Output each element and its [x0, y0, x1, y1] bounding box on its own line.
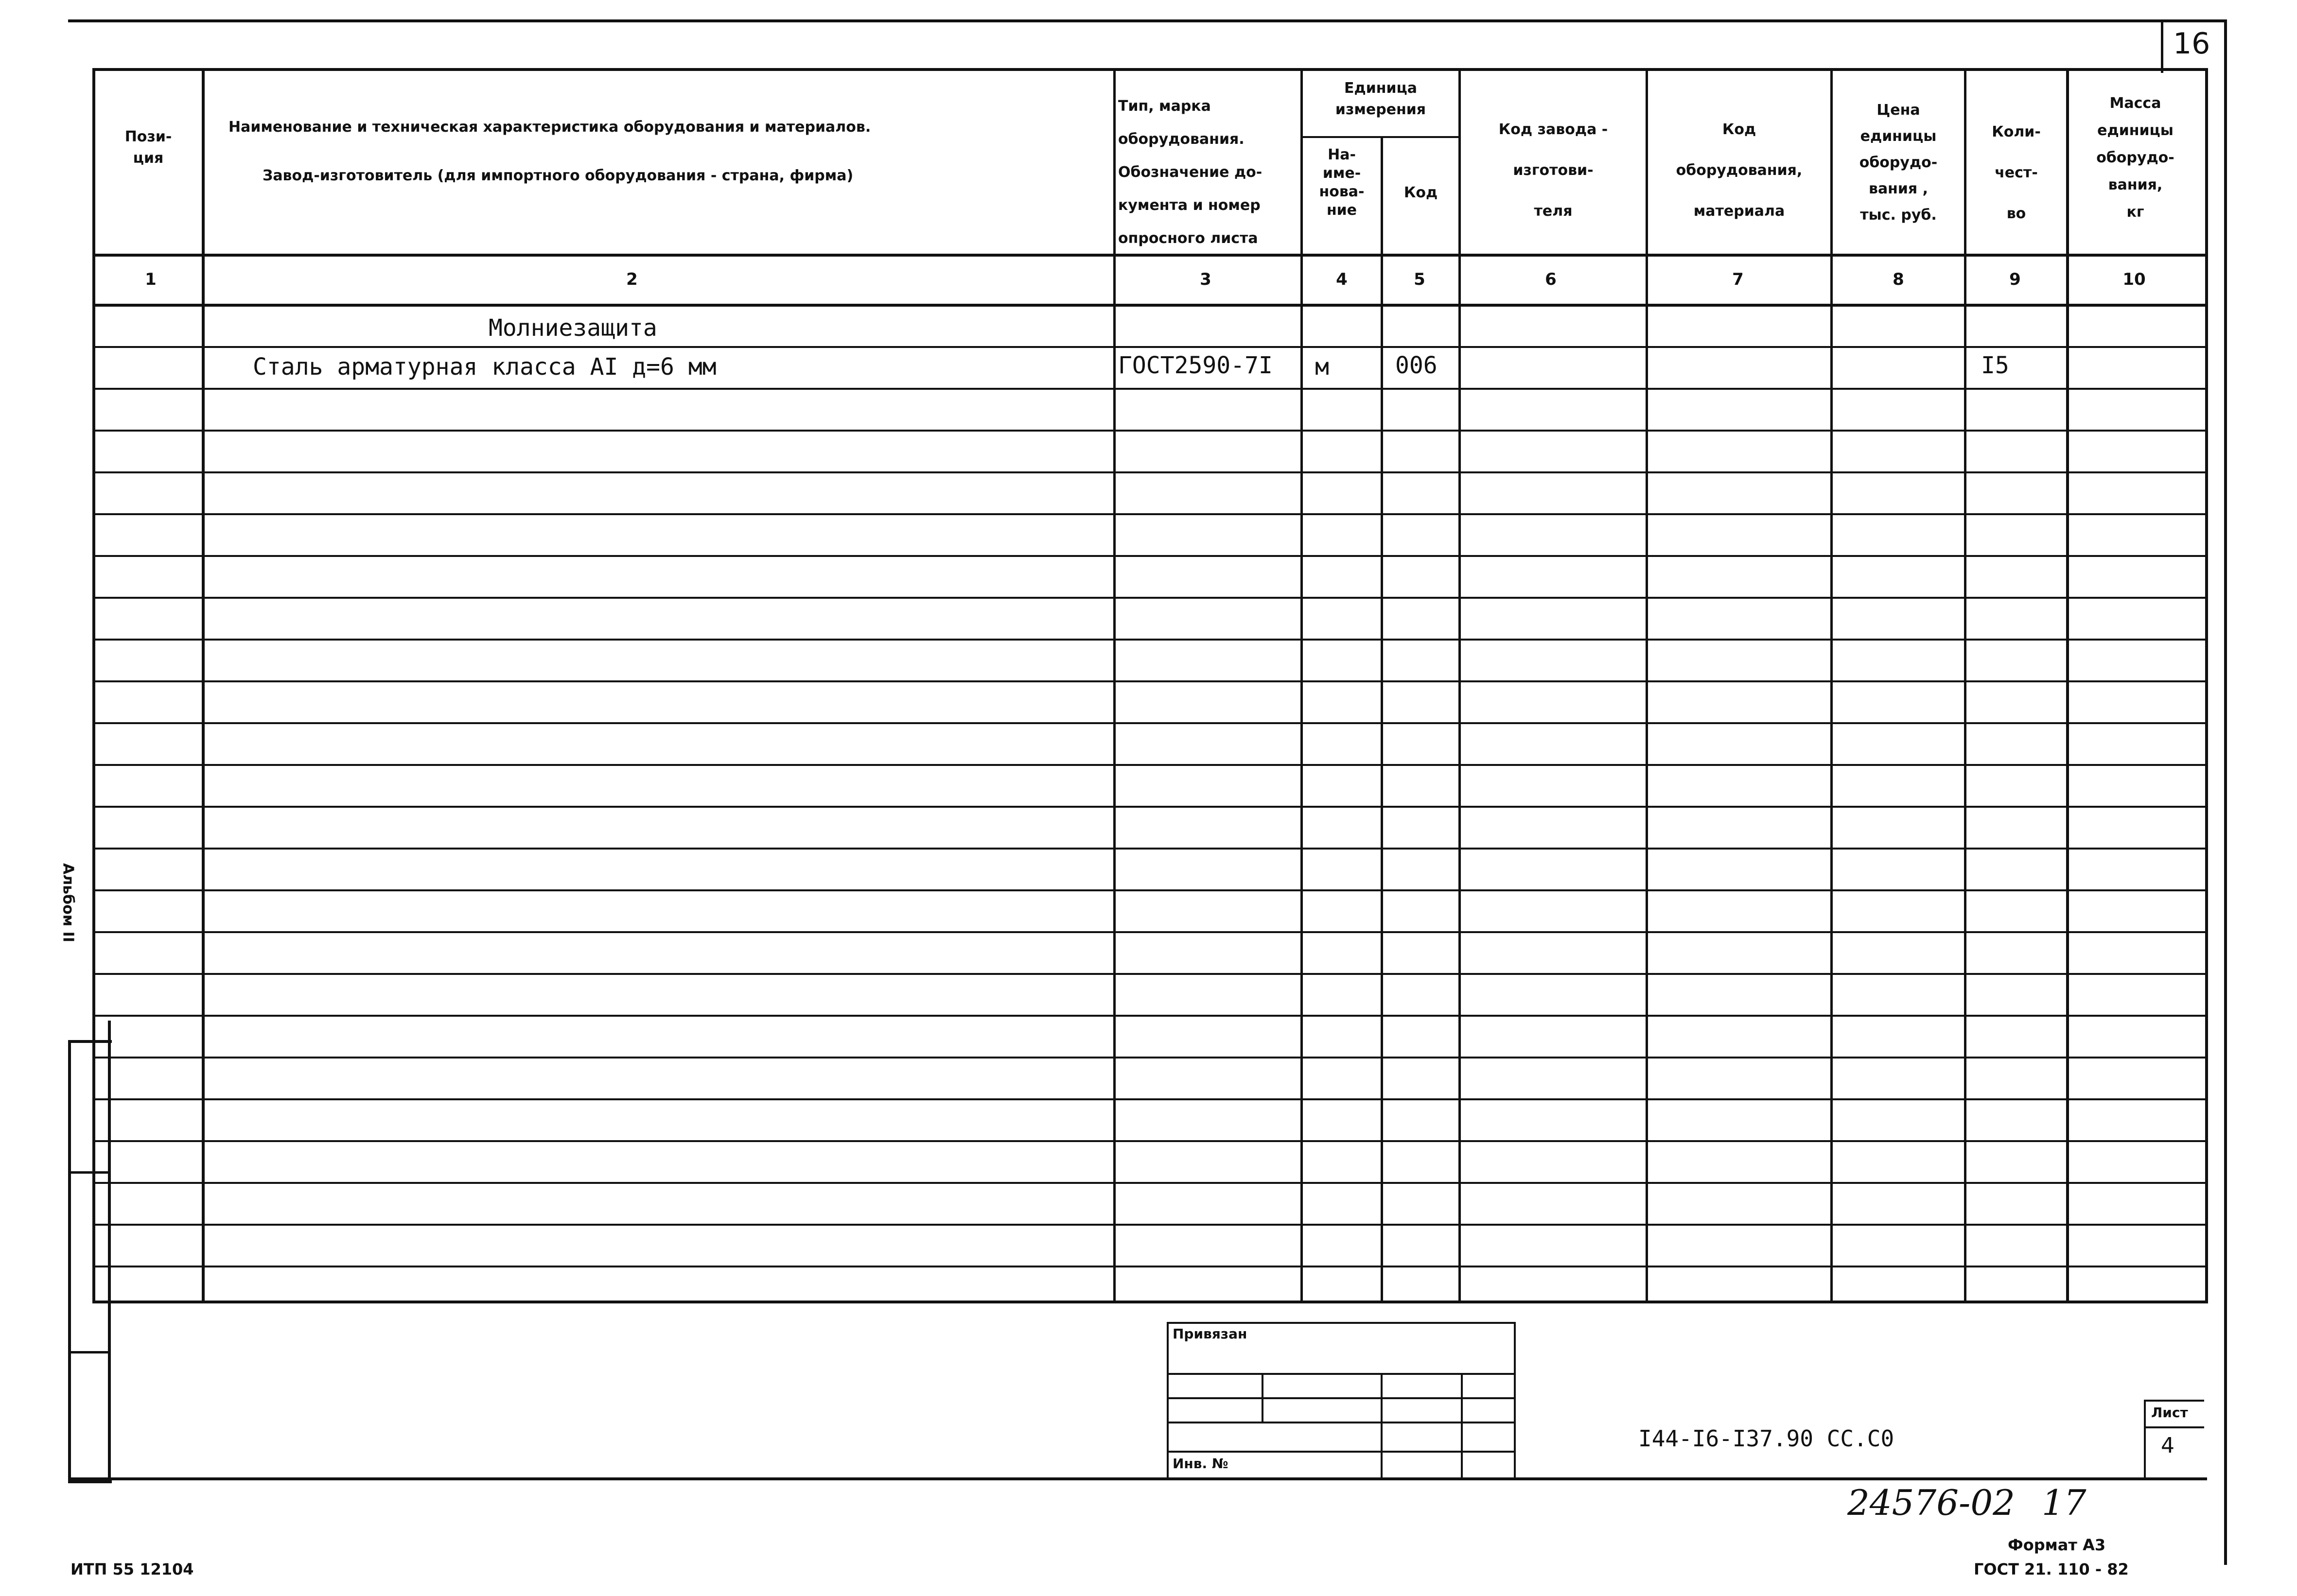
- column-number: 3: [1200, 270, 1211, 289]
- col-divider-5: [1458, 68, 1461, 1302]
- item-name: Сталь арматурная класса АI д=6 мм: [253, 353, 717, 381]
- column-number: 5: [1414, 270, 1425, 289]
- side-label-text: Альбом II: [59, 863, 77, 942]
- body-row-line: [92, 1224, 2205, 1226]
- left-stamp-right: [108, 1021, 111, 1480]
- corner-box-right: [2224, 19, 2227, 1565]
- column-number: 7: [1732, 270, 1744, 289]
- body-row-line: [92, 430, 2205, 432]
- body-row-line: [92, 889, 2205, 891]
- footer-left-code: ИТП 55 12104: [70, 1560, 194, 1579]
- col-divider-4: [1381, 136, 1383, 1302]
- header-type: Тип, марка оборудования. Обозначение до- кумента и номер опросного листа: [1118, 98, 1262, 247]
- body-row-line: [92, 806, 2205, 808]
- body-row-line: [92, 931, 2205, 933]
- body-row-line: [92, 639, 2205, 641]
- attached-stamp-col-2: [1381, 1373, 1383, 1480]
- body-row-line: [92, 1140, 2205, 1142]
- body-row-line: [92, 471, 2205, 473]
- body-row-line: [92, 1182, 2205, 1184]
- attached-stamp-col-3: [1461, 1373, 1463, 1480]
- body-row-line: [92, 848, 2205, 850]
- attached-stamp-col-1: [1262, 1373, 1263, 1422]
- column-number: 8: [1893, 270, 1904, 289]
- footer-standard: ГОСТ 21. 110 - 82: [1974, 1560, 2129, 1579]
- item-unit: м: [1315, 353, 1329, 381]
- col-divider-1: [202, 68, 205, 1302]
- body-row-line: [92, 346, 2205, 348]
- colnum-row-bottom: [92, 304, 2205, 307]
- header-factory-code: Код завода - изготови- теля: [1498, 121, 1608, 220]
- handwritten-sheet: 17: [2042, 1482, 2087, 1523]
- section-title: Молниезащита: [489, 314, 657, 342]
- col-divider-6: [1646, 68, 1648, 1302]
- left-stamp-divider-1: [68, 1171, 109, 1174]
- handwritten-number: 24576-02: [1847, 1482, 2015, 1523]
- body-row-line: [92, 388, 2205, 390]
- item-unit-code: 006: [1395, 352, 1438, 379]
- header-unit-name: На- име- нова- ние: [1319, 146, 1365, 219]
- attached-label: Привязан: [1173, 1326, 1247, 1342]
- body-row-line: [92, 597, 2205, 599]
- column-number: 9: [2009, 270, 2021, 289]
- left-stamp-divider-2: [68, 1351, 109, 1353]
- body-row-line: [92, 680, 2205, 682]
- inventory-label: Инв. №: [1173, 1456, 1228, 1472]
- body-row-line: [92, 1015, 2205, 1017]
- header-quantity: Коли- чест- во: [1992, 123, 2041, 222]
- side-label: [49, 855, 88, 953]
- column-number: 4: [1336, 270, 1348, 289]
- header-unit-mass: Масса единицы оборудо- вания, кг: [2096, 95, 2174, 221]
- header-unit-price: Цена единицы оборудо- вания , тыс. руб.: [1859, 102, 1938, 224]
- header-equipment-code: Код оборудования, материала: [1676, 121, 1803, 220]
- column-number: 1: [145, 270, 157, 289]
- footer-format: Формат А3: [2008, 1536, 2106, 1554]
- sheet-label: Лист: [2151, 1405, 2188, 1421]
- corner-box-left: [2161, 19, 2163, 73]
- body-row-line: [92, 973, 2205, 975]
- body-row-line: [92, 1057, 2205, 1058]
- body-row-line: [92, 1266, 2205, 1267]
- body-row-line: [92, 513, 2205, 515]
- col-divider-7: [1830, 68, 1833, 1302]
- sheet-corner-number: 16: [2173, 27, 2210, 61]
- column-number: 10: [2122, 270, 2146, 289]
- col-divider-9: [2066, 68, 2069, 1302]
- body-row-line: [92, 764, 2205, 766]
- column-number: 6: [1545, 270, 1557, 289]
- col-divider-8: [1964, 68, 1966, 1302]
- item-type: ГОСТ2590-7I: [1118, 352, 1273, 379]
- left-margin-stamp: [68, 1040, 112, 1483]
- header-name-line1: Наименование и техническая характеристика оборудования и материалов.: [228, 119, 871, 136]
- sheet-box-divider: [2144, 1426, 2204, 1428]
- col-divider-2: [1113, 68, 1116, 1302]
- document-code: I44-I6-I37.90 CC.C0: [1638, 1425, 1894, 1452]
- sheet-number: 4: [2161, 1433, 2174, 1458]
- column-number: 2: [626, 270, 638, 289]
- title-block-bottom: [68, 1477, 2207, 1480]
- body-row-line: [92, 1098, 2205, 1100]
- top-border: [68, 19, 2227, 22]
- header-unit-code: Код: [1403, 184, 1438, 201]
- header-name-line2: Завод-изготовитель (для импортного оборудования - страна, фирма): [263, 167, 854, 184]
- body-row-line: [92, 555, 2205, 557]
- col-divider-3: [1300, 68, 1303, 1302]
- item-quantity: I5: [1981, 352, 2009, 379]
- unit-group-divider: [1300, 136, 1461, 138]
- body-row-line: [92, 722, 2205, 724]
- header-unit-group: Единица измерения: [1335, 80, 1426, 118]
- header-position: Пози- ция: [124, 128, 172, 167]
